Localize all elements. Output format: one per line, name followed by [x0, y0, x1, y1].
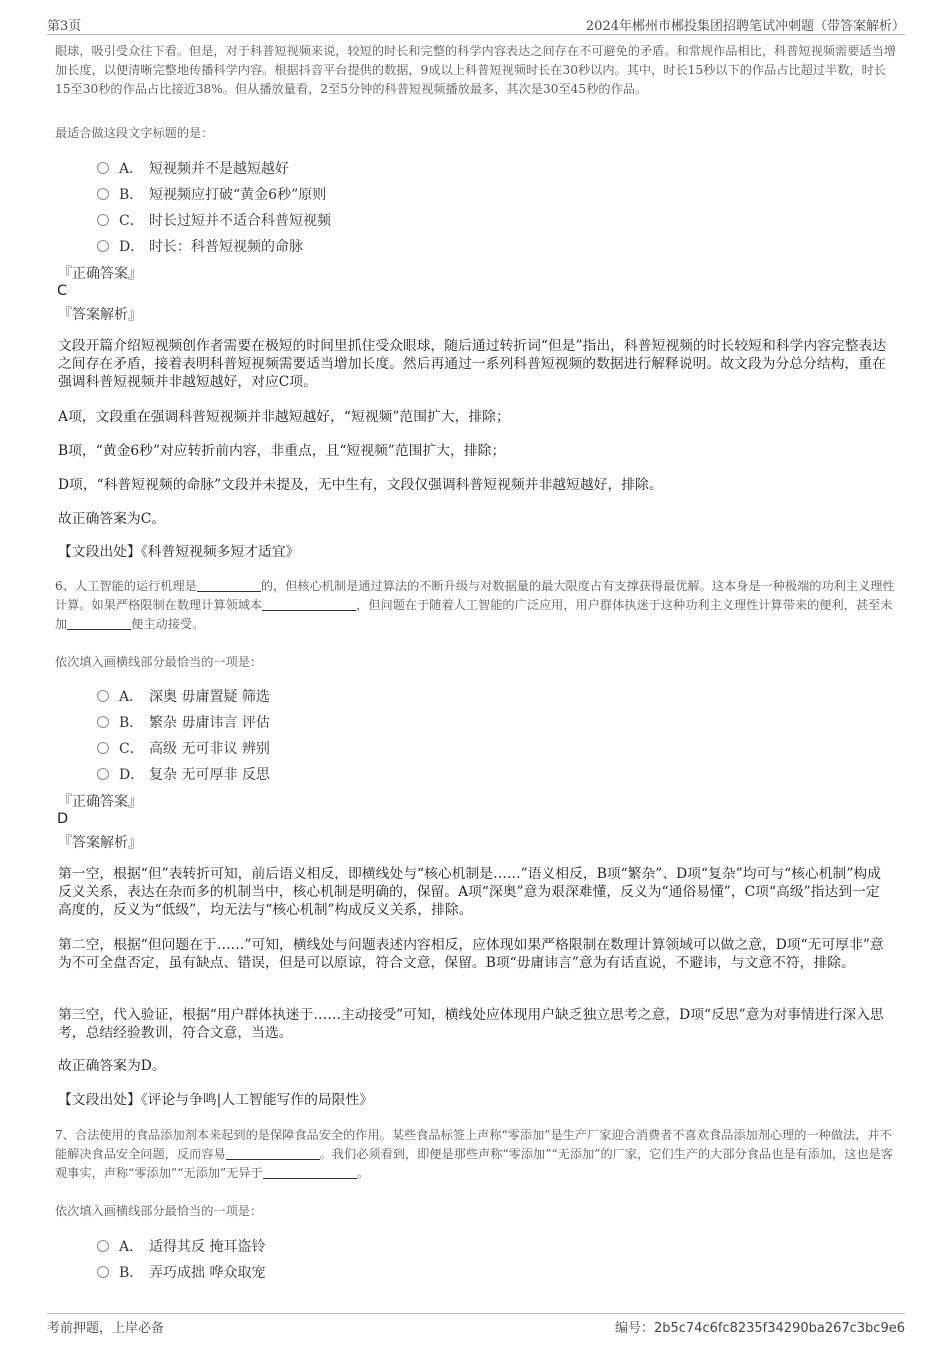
analysis-paragraph: 文段开篇介绍短视频创作者需要在极短的时间里抓住受众眼球，随后通过转折词“但是”指出，科普短视频的时长较短和科学内容完整表达之间存在矛盾，接着表明科普短视频需要适当增加长度。然后再通过一系列科普短视频的数据进行解释说明。故文段为分总分结构，重在强调科普短视频并非越短越好，对应C项。 — [58, 338, 887, 390]
analysis-conclusion: 故正确答案为D。 — [58, 1058, 166, 1074]
option-a[interactable]: A． 深奥 毋庸置疑 筛选 — [97, 686, 270, 706]
analysis-paragraph: B项，“黄金6秒”对应转折前内容，非重点，且“短视频”范围扩大，排除； — [58, 443, 506, 459]
radio-icon[interactable] — [97, 162, 109, 174]
radio-icon[interactable] — [97, 188, 109, 200]
fill-blank — [263, 1166, 357, 1179]
option-b[interactable]: B． 弄巧成拙 哗众取宠 — [97, 1262, 265, 1282]
question-prompt: 最适合做这段文字标题的是： — [55, 126, 214, 140]
passage-source: 【文段出处】《评论与争鸣|人工智能写作的局限性》 — [58, 1092, 374, 1108]
option-b[interactable]: B． 繁杂 毋庸讳言 评估 — [97, 712, 270, 732]
document-code: 编号：2b5c74c6fc8235f34290ba267c3bc9e6 — [614, 1321, 905, 1336]
fill-blank — [197, 579, 261, 592]
option-a[interactable]: A． 适得其反 掩耳盗铃 — [97, 1236, 265, 1256]
fill-blank — [67, 617, 131, 630]
analysis-label: 『答案解析』 — [58, 307, 142, 323]
page-header — [47, 12, 905, 35]
analysis-conclusion: 故正确答案为C。 — [58, 511, 166, 527]
radio-icon[interactable] — [97, 768, 109, 780]
footer-slogan: 考前押题，上岸必备 — [47, 1321, 165, 1336]
option-d[interactable]: D． 复杂 无可厚非 反思 — [97, 764, 270, 784]
analysis-paragraph: A项，文段重在强调科普短视频并非越短越好，“短视频”范围扩大，排除； — [58, 409, 510, 425]
passage-source: 【文段出处】《科普短视频多短才适宜》 — [58, 544, 300, 560]
radio-icon[interactable] — [97, 742, 109, 754]
option-a[interactable]: A． 短视频并不是越短越好 — [97, 158, 289, 178]
question-stem: 6、人工智能的运行机理是 的，但核心机制是通过算法的不断升级与对数据量的最大限度占有支撑获得最优解。这本身是一种极端的功利主义理性计算。如果严格限制在数理计算领域本 ，但问题在于随着人工智能的广泛应用，用户群体执迷于这种功利主义理性计算带来的便利，甚至未加 便主动接受。 — [55, 579, 895, 631]
option-b[interactable]: B． 短视频应打破“黄金6秒”原则 — [97, 184, 326, 204]
correct-answer-label: 『正确答案』 — [58, 794, 142, 810]
fill-blank — [226, 1147, 320, 1160]
analysis-paragraph: 第三空，代入验证，根据“用户群体执迷于……主动接受”可知，横线处应体现用户缺乏独立思考之意，D项“反思”意为对事情进行深入思考，总结经验教训，符合文意，当选。 — [58, 1007, 884, 1041]
question-prompt: 依次填入画横线部分最恰当的一项是： — [55, 655, 263, 669]
document-title: 2024年郴州市郴投集团招聘笔试冲刺题（带答案解析） — [585, 19, 905, 34]
fill-blank — [262, 598, 356, 611]
question-stem: 7、合法使用的食品添加剂本来起到的是保障食品安全的作用。某些食品标签上声称“零添加”是生产厂家迎合消费者不喜欢食品添加剂心理的一种做法，并不能解决食品安全问题，反而容易 。我们必须看到，即便是那些声称“零添加”“无添加”的厂家，它们生产的大部分食品也是有添加，这也是客观事实，声称“零添加”“无添加”无异于 。 — [55, 1128, 893, 1180]
analysis-paragraph: 第二空，根据“但问题在于……”可知，横线处与问题表述内容相反，应体现如果严格限制在数理计算领域可以做之意，D项“无可厚非”意为不可全盘否定，虽有缺点、错误，但是可以原谅，符合文意，保留。B项“毋庸讳言”意为有话直说，不避讳，与文意不符，排除。 — [58, 937, 884, 971]
correct-answer: D — [57, 811, 69, 827]
radio-icon[interactable] — [97, 240, 109, 252]
passage-text: 眼球，吸引受众往下看。但是，对于科普短视频来说，较短的时长和完整的科学内容表达之间存在不可避免的矛盾。和常规作品相比，科普短视频需要适当增加长度，以便清晰完整地传播科学内容。根据抖音平台提供的数据，9成以上科普短视频时长在30秒以内。其中，时长15秒以下的作品占比超过半数，时长15至30秒的作品占比接近38%。但从播放量看，2至5分钟的科普短视频播放最多，其次是30至45秒的作品。 — [55, 44, 896, 96]
analysis-paragraph: 第一空，根据“但”表转折可知，前后语义相反，即横线处与“核心机制是……”语义相反，B项“繁杂”、D项“复杂”均可与“核心机制”构成反义关系，表达在杂而多的机制当中，核心机制是明确的，保留。A项“深奥”意为艰深难懂，反义为“通俗易懂”，C项“高级”指达到一定高度的，反义为“低级”，均无法与“核心机制”构成反义关系，排除。 — [58, 866, 881, 918]
analysis-paragraph: D项，“科普短视频的命脉”文段并未提及，无中生有，文段仅强调科普短视频并非越短越好，排除。 — [58, 477, 663, 493]
page-number: 第3页 — [47, 19, 82, 34]
option-c[interactable]: C． 时长过短并不适合科普短视频 — [97, 210, 331, 230]
option-d[interactable]: D． 时长：科普短视频的命脉 — [97, 236, 303, 256]
page-footer — [47, 1313, 905, 1336]
radio-icon[interactable] — [97, 690, 109, 702]
radio-icon[interactable] — [97, 1266, 109, 1278]
question-prompt: 依次填入画横线部分最恰当的一项是： — [55, 1204, 263, 1218]
radio-icon[interactable] — [97, 716, 109, 728]
option-c[interactable]: C． 高级 无可非议 辨别 — [97, 738, 270, 758]
correct-answer-label: 『正确答案』 — [58, 266, 142, 282]
analysis-label: 『答案解析』 — [58, 835, 142, 851]
radio-icon[interactable] — [97, 214, 109, 226]
radio-icon[interactable] — [97, 1240, 109, 1252]
correct-answer: C — [57, 283, 68, 299]
